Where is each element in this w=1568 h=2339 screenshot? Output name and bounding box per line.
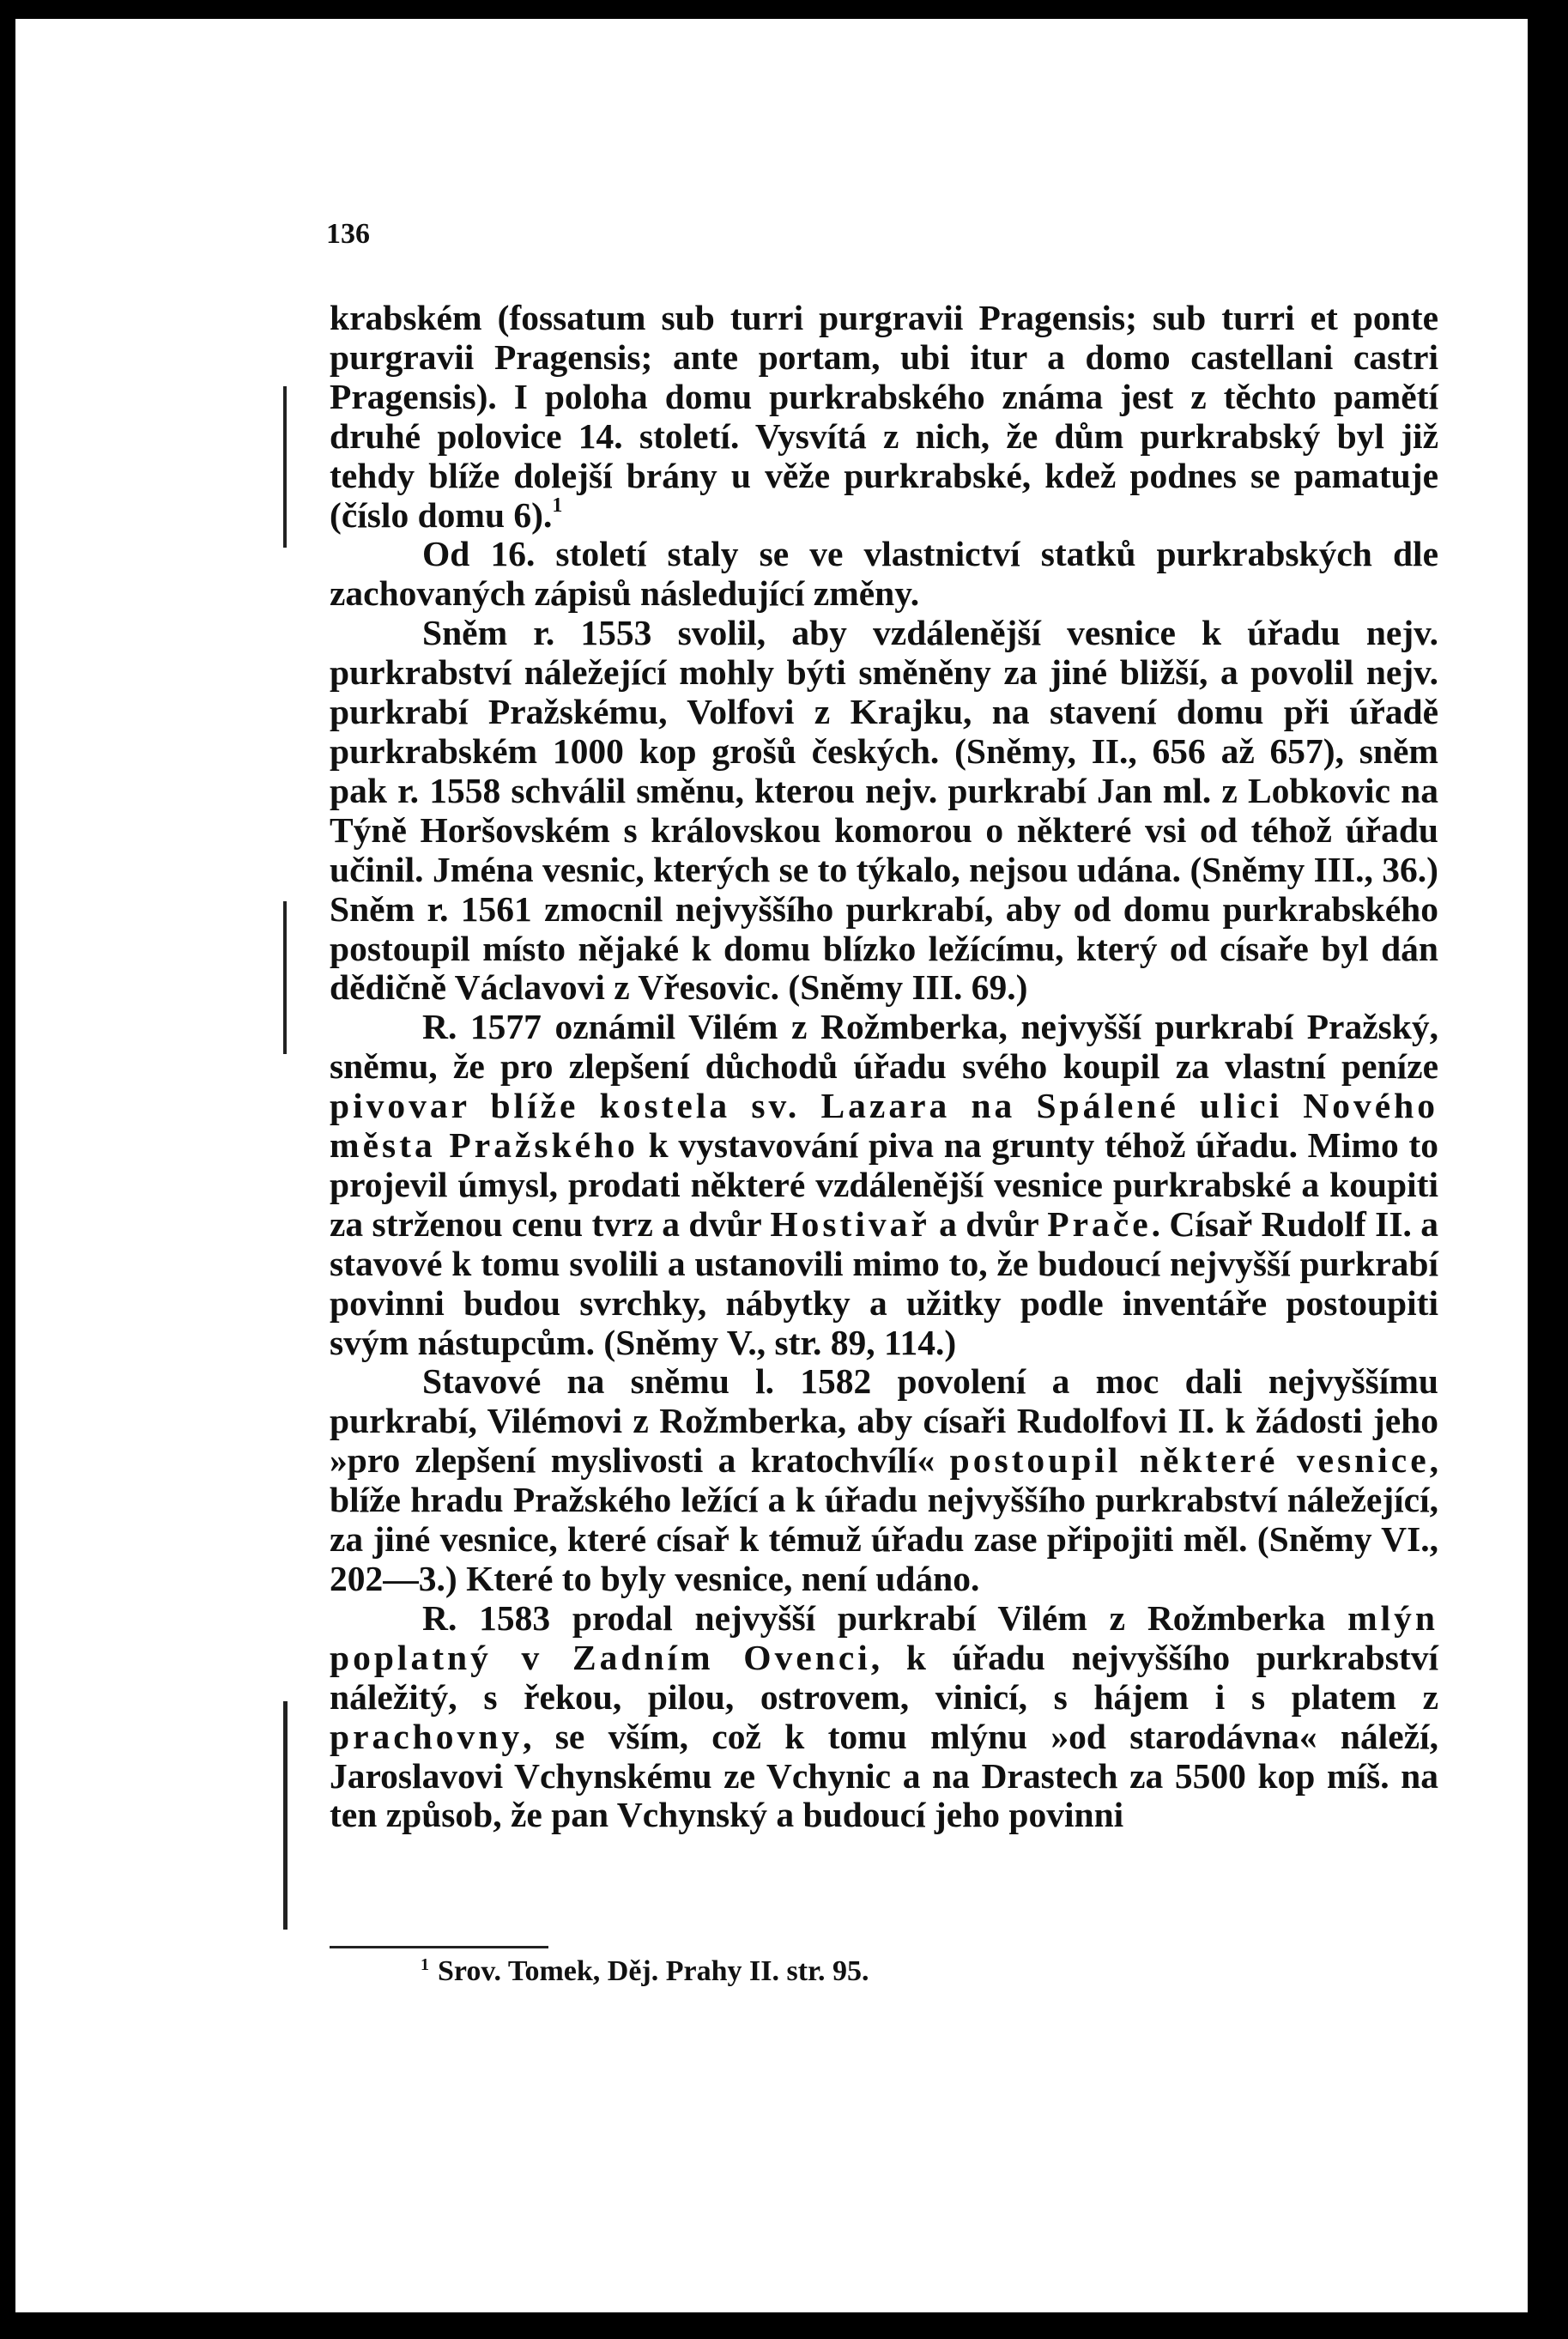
paragraph-2 — [330, 535, 1438, 614]
spaced-emphasis: mlýn poplatný v Zadním Ovenci — [330, 1597, 1438, 1677]
paragraph-6 — [330, 1599, 1438, 1835]
footnote-reference: 1 — [552, 494, 563, 517]
margin-mark — [283, 386, 287, 548]
paragraph-5 — [330, 1362, 1438, 1598]
footnote-text: Srov. Tomek, Děj. Prahy II. str. 95. — [438, 1955, 869, 1987]
text-run: Stavové na sněmu l. 1582 povolení a moc dali nejvyššímu purkrabí, Vilémovi z Rožmberka, aby císaři Rudolfovi II. k žádosti jeho »pro zlepšení myslivosti a kratochvílí« — [330, 1361, 1438, 1481]
text-run: . Císař Rudolf II. a stavové k tomu svolili a ustanovili mimo to, že budoucí nejvyšší purkrabí povinni budou svrchky, nábytky a užitky podle inventáře postoupiti svým nástupcům. (Sněmy V., str. 89, 114.) — [330, 1203, 1438, 1362]
spaced-emphasis: postoupil některé vesnice — [949, 1440, 1430, 1481]
text-run: , blíže hradu Pražského ležící a k úřadu nejvyššího purkrabství náležející, za jiné vesnice, které císař k témuž úřadu zase připojiti měl. (Sněmy VI., 202—3.) Které to byly vesnice, není udáno. — [330, 1440, 1438, 1598]
book-page — [15, 19, 1528, 2312]
spaced-emphasis: prachovny — [330, 1716, 524, 1756]
paragraph-4 — [330, 1008, 1438, 1362]
spaced-emphasis: pivovar blíže kostela sv. Lazara na Spálené ulici Nového města Pražského — [330, 1086, 1438, 1166]
footnote — [421, 1955, 869, 1988]
text-run: , se vším, což k tomu mlýnu »od starodávna« náleží, Jaroslavovi Vchynskému ze Vchynic a na Drastech za 5500 kop míš. na ten způsob, že pan Vchynský a budoucí jeho povinni — [330, 1716, 1438, 1835]
text-run: Sněm r. 1553 svolil, aby vzdálenější vesnice k úřadu nejv. purkrabství náležející mohly býti směněny za jiné bližší, a povolil nejv. purkrabí Pražskému, Volfovi z Krajku, na stavení domu při úřadě purkrabském 1000 kop grošů českých. (Sněmy, II., 656 až 657), sněm pak r. 1558 schválil směnu, kterou nejv. purkrabí Jan ml. z Lobkovic na Týně Horšovském s královskou komorou o některé vsi od téhož úřadu učinil. Jména vesnic, kterých se to týkalo, nejsou udána. (Sněmy III., 36.) Sněm r. 1561 zmocnil nejvyššího purkrabí, aby od domu purkrabského postoupil místo nějaké k domu blízko ležícímu, který od císaře byl dán dědičně Václavovi z Vřesovic. (Sněmy III. 69.) — [330, 613, 1438, 1008]
text-run: k vystavování piva na grunty téhož úřadu. Mimo to projevil úmysl, prodati některé vzdálenější vesnice purkrabské a koupiti za strženou cenu tvrz a dvůr — [330, 1125, 1438, 1244]
text-run: Od 16. století staly se ve vlastnictví statků purkrabských dle zachovaných zápisů následující změny. — [330, 534, 1438, 614]
footnote-marker: 1 — [421, 1955, 429, 1974]
paragraph-3 — [330, 614, 1438, 1008]
spaced-emphasis: Prače — [1047, 1203, 1152, 1244]
spaced-emphasis: Hostivař — [770, 1203, 930, 1244]
text-run: a dvůr — [929, 1203, 1048, 1244]
paragraph-1 — [330, 299, 1438, 535]
margin-mark — [283, 1701, 288, 1930]
text-run: R. 1577 oznámil Vilém z Rožmberka, nejvyšší purkrabí Pražský, sněmu, že pro zlepšení důchodů úřadu svého koupil za vlastní peníze — [330, 1007, 1438, 1087]
text-run: R. 1583 prodal nejvyšší purkrabí Vilém z Rožmberka — [422, 1597, 1348, 1638]
text-run: , k úřadu nejvyššího purkrabství náležitý, s řekou, pilou, ostrovem, vinicí, s hájem i s platem z — [330, 1637, 1439, 1717]
page-number: 136 — [326, 218, 370, 250]
footnote-divider — [330, 1946, 548, 1948]
margin-mark — [283, 901, 287, 1054]
scan-border — [1542, 0, 1568, 2339]
body-text — [330, 299, 1438, 1835]
text-run: krabském (fossatum sub turri purgravii Pragensis; sub turri et ponte purgravii Pragensis; ante portam, ubi itur a domo castellani castri Pragensis). I poloha domu purkrabského známa jest z těchto pamětí druhé polovice 14. století. Vysvítá z nich, že dům purkrabský byl již tehdy blíže dolejší brány u věže purkrabské, kdež podnes se pamatuje (číslo domu 6). — [330, 298, 1438, 535]
